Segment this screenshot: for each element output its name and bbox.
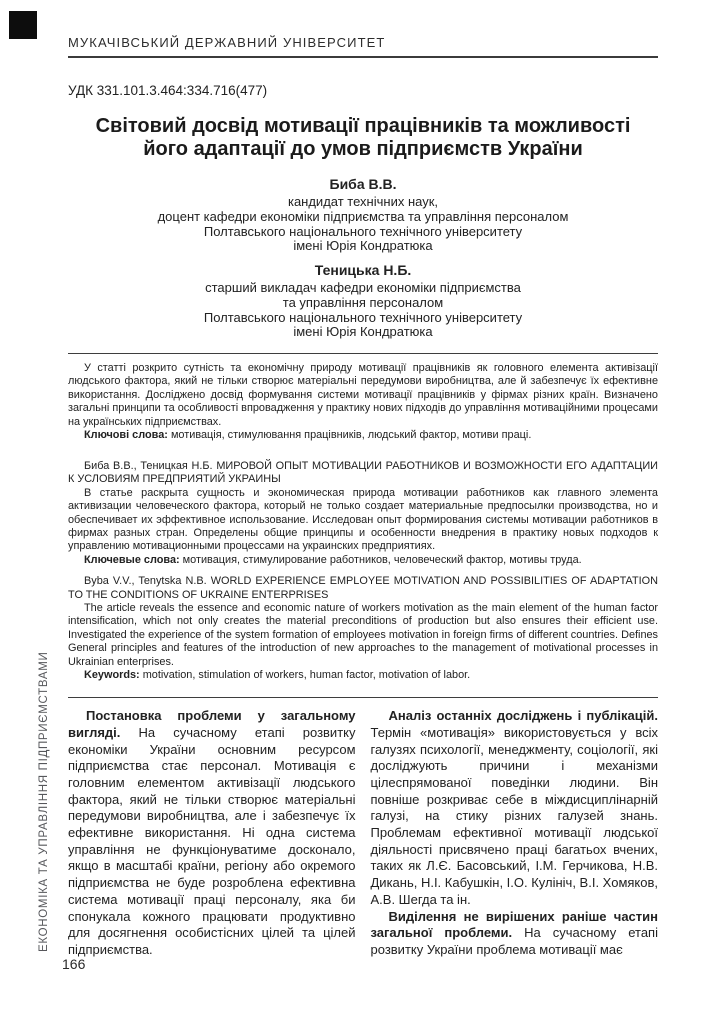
abstract-russian: [68, 460, 658, 567]
paragraph-lead: Виділення не вирішених раніше частин загальної проблеми.: [370, 908, 658, 941]
article-title-line1: Світовий досвід мотивації працівників та можливості: [95, 115, 631, 137]
abstract-uk-keywords-text: мотивація, стимулювання працівників, людський фактор, мотиви праці.: [170, 428, 532, 441]
abstract-en-body: The article reveals the essence and economic nature of workers motivation as the main element of the human factor intensification, which not only creates the material preconditions of production but also ensures their efficient use. Investigated the experience of the system formation of employees motivation in foreign firms of different countries. Defines General principles and features of the introduction of new approaches to the management of motivational processes in Ukrainian enterprises.: [68, 601, 658, 668]
abstract-uk-keywords: [68, 429, 658, 442]
author-affiliation-line: доцент кафедри економіки підприємства та управління персоналом: [157, 209, 569, 225]
paragraph-problem-statement: [68, 708, 356, 959]
author-affiliation-line: Полтавського національного технічного університету: [203, 309, 523, 325]
author-affiliation-line: імені Юрія Кондратюка: [293, 324, 433, 340]
paragraph-text: Термін «мотивація» використовується у всіх галузях психології, менеджменту, соціології, які досліджують причини і механізми цілеспрямованої поведінки людини. Він повніше розкриває себе в міждисциплінарній галузі, на стику різних галузей знань. Проблемам ефективної мотивації людської діяльності присвячено праці багатьох вчених, таких як Л.Є. Басовський, І.М. Герчикова, Н.В. Дикань, Н.І. Кабушкін, І.О. Кулініч, В.І. Хомяков, А.В. Шегда та ін.: [370, 724, 658, 907]
author-affiliation-line: кандидат технічних наук,: [287, 194, 439, 210]
university-name: МУКАЧІВСЬКИЙ ДЕРЖАВНИЙ УНІВЕРСИТЕТ: [68, 35, 386, 50]
author-affiliation-line: імені Юрія Кондратюка: [293, 238, 433, 254]
separator-bottom: [68, 697, 658, 698]
abstract-ukrainian: [68, 362, 658, 452]
separator-top: [68, 353, 658, 354]
authors-block: [68, 176, 658, 340]
column-left: [68, 708, 356, 959]
abstract-ru-keywords: [68, 554, 658, 567]
author-affiliation-line: Полтавського національного технічного університету: [203, 223, 523, 239]
author-affiliation-line: старший викладач кафедри економіки підприємства: [205, 280, 521, 296]
abstract-english: [68, 575, 658, 693]
abstract-en-keywords-text: motivation, stimulation of workers, human factor, motivation of labor.: [142, 668, 471, 681]
article-columns: [68, 708, 658, 959]
paragraph-text: На сучасному етапі розвитку України проблема мотивації має: [370, 925, 658, 957]
abstract-ru-citation: Биба В.В., Теницкая Н.Б. МИРОВОЙ ОПЫТ МОТИВАЦИИ РАБОТНИКОВ И ВОЗМОЖНОСТИ ЕГО АДАПТАЦИИ К УСЛОВИЯМ ПРЕДПРИЯТИЙ УКРАИНЫ: [68, 459, 658, 486]
column-right: [371, 708, 659, 959]
content-area: [68, 0, 658, 959]
journal-header: [68, 35, 658, 58]
abstract-en-keywords-label: Keywords:: [84, 668, 140, 681]
author-name: Биба В.В.: [329, 176, 397, 193]
author-first: [68, 176, 658, 254]
author-second: [68, 262, 658, 340]
paragraph-lead: Аналіз останніх досліджень і публікацій.: [388, 708, 658, 724]
abstract-ru-keywords-label: Ключевые слова:: [84, 553, 180, 566]
abstract-ru-keywords-text: мотивация, стимулирование работников, человеческий фактор, мотивы труда.: [182, 553, 582, 566]
author-name: Теницька Н.Б.: [314, 262, 412, 279]
author-affiliation-line: та управління персоналом: [282, 294, 444, 310]
article-title: [68, 115, 658, 161]
article-title-line2: його адаптації до умов підприємств України: [143, 138, 583, 161]
paragraph-unsolved-parts: [371, 909, 659, 959]
abstract-uk-keywords-label: Ключові слова:: [84, 428, 168, 441]
section-sidebar-label: ЕКОНОМІКА ТА УПРАВЛІННЯ ПІДПРИЄМСТВАМИ: [38, 651, 50, 952]
corner-square-marker: [9, 11, 37, 39]
paragraph-lead: Постановка проблеми у загальному вигляді.: [68, 708, 356, 740]
abstract-ru-body: В статье раскрыта сущность и экономическая природа мотивации работников как главного элемента активизации человеческого фактора, который не только создает материальные предпосылки производства, но и обеспечивает их эффективное использование. Исследован опыт формирования системы мотивации работников в фирмах разных стран. Определены общие принципы и особенности внедрения в практику новых подходов к управлению мотивационными процессами на украинских предприятиях.: [68, 486, 658, 553]
page-number: 166: [62, 956, 86, 972]
paragraph-analysis: [371, 708, 659, 908]
abstract-en-keywords: [68, 669, 658, 682]
abstract-uk-body: У статті розкрито сутність та економічну природу мотивації працівників як головного елемента активізації людського фактора, який не тільки створює матеріальні передумови виробництва, але й забезпечує їх ефективне використання. Досліджено досвід формування системи мотивації працівників у фірмах різних країн. Визначено загальні принципи та особливості впровадження у практику нових підходів до управління мотиваційними процесами на українських підприємствах.: [68, 361, 658, 428]
abstract-en-citation: Byba V.V., Tenytska N.B. WORLD EXPERIENCE EMPLOYEE MOTIVATION AND POSSIBILITIES OF ADAPTATION TO THE CONDITIONS OF UKRAINE ENTERPRISES: [68, 575, 658, 601]
paragraph-text: На сучасному етапі розвитку економіки України основним ресурсом підприємства стає персонал. Мотивація є головним елементом активізації людського фактора, який не тільки створює матеріальні передумови виробництва, але і забезпечує їх ефективне використання. Ні одна система управління не функціонуватиме досконало, якщо в масштабі країни, регіону або окремого підприємства не буде розроблена ефективна система мотивації праці персоналу, яка би спонукала кожного працювати продуктивно для досягнення особистісних цілей та цілей підприємства.: [68, 724, 356, 957]
udk-code: УДК 331.101.3.464:334.716(477): [68, 83, 268, 98]
